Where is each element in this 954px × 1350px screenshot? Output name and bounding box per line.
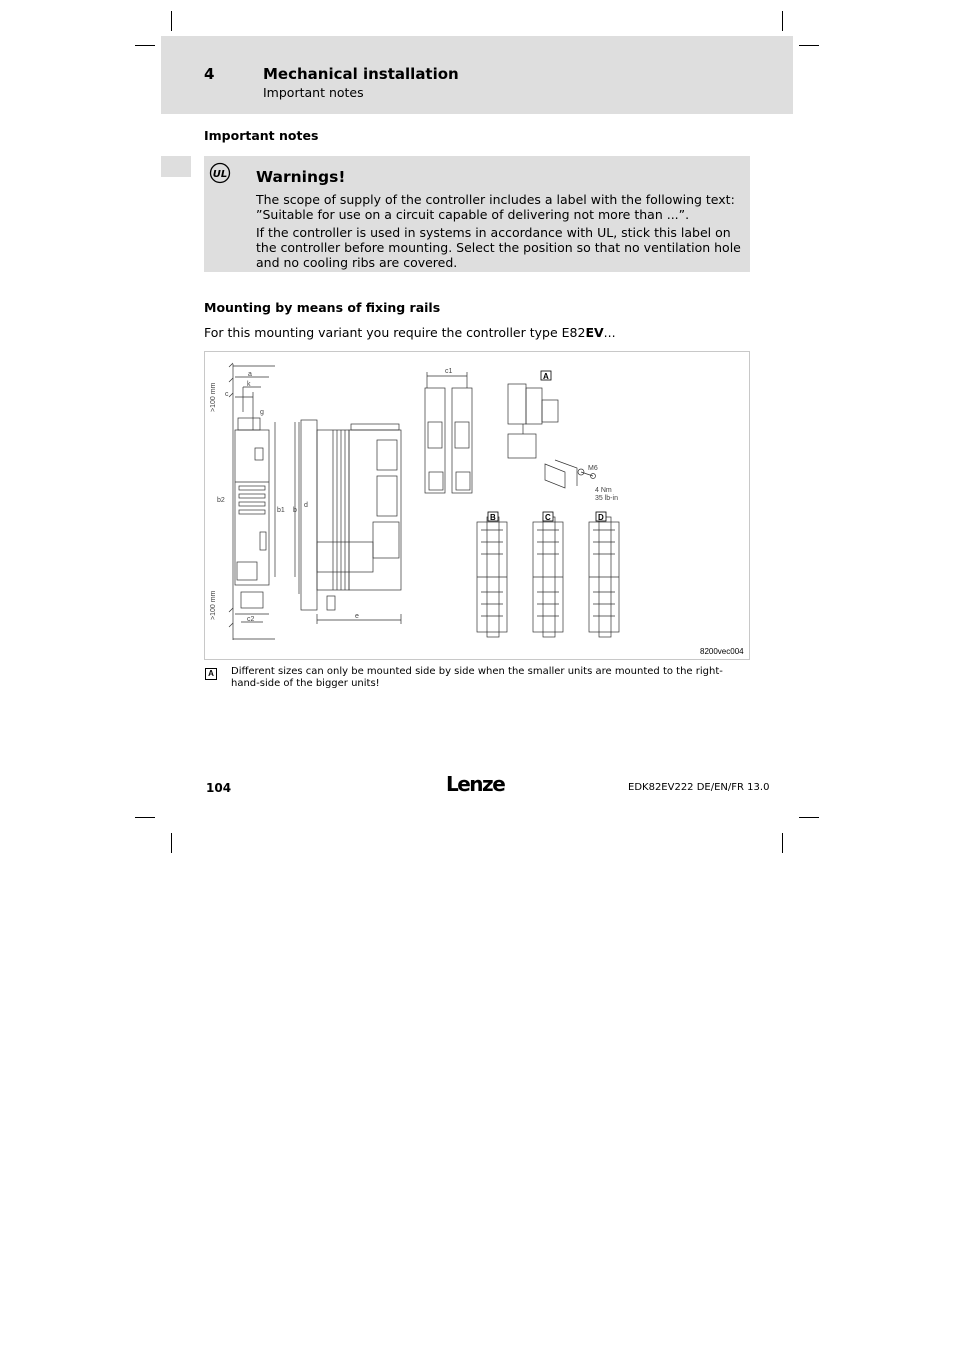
note-letter-box: A xyxy=(205,668,217,680)
figure-box-label-d: D xyxy=(598,513,604,522)
screw-label: M6 xyxy=(588,465,598,472)
dim-label-b1: b1 xyxy=(277,507,285,514)
ul-listed-icon xyxy=(209,162,231,184)
crop-mark xyxy=(171,833,172,853)
dim-label-c: c xyxy=(225,391,229,398)
figure-id: 8200vec004 xyxy=(700,647,744,656)
crop-mark xyxy=(171,11,172,31)
section-heading-important-notes: Important notes xyxy=(204,128,319,143)
dim-label-b2: b2 xyxy=(217,497,225,504)
chapter-number: 4 xyxy=(204,65,215,83)
figure-box-label-a: A xyxy=(543,372,549,381)
dim-label-a: a xyxy=(248,371,252,378)
crop-mark xyxy=(135,817,155,818)
torque-lbin-label: 35 lb-in xyxy=(595,495,618,502)
intro-suffix: ... xyxy=(603,325,616,340)
dim-label-g: g xyxy=(260,409,264,416)
margin-tab-marker xyxy=(161,156,191,177)
warning-paragraph-ul-label: If the controller is used in systems in accordance with UL, stick this label on the controller before mounting. Select the position so that no ventilation hole and no cooling ribs are covered. xyxy=(256,225,741,270)
warning-title: Warnings! xyxy=(256,168,346,186)
torque-nm-label: 4 Nm xyxy=(595,487,612,494)
document-id: EDK82EV222 DE/EN/FR 13.0 xyxy=(628,782,770,793)
dim-label-c2: c2 xyxy=(247,616,255,623)
svg-text:UL: UL xyxy=(212,169,228,180)
intro-bold: EV xyxy=(585,325,604,340)
dim-label-b: b xyxy=(293,507,297,514)
section-heading-fixing-rails: Mounting by means of fixing rails xyxy=(204,300,441,315)
figure-box-label-c: C xyxy=(545,513,551,522)
dim-label-k: k xyxy=(247,381,251,388)
note-text: Different sizes can only be mounted side by side when the smaller units are mounted to the right-hand-side of the bigger units! xyxy=(231,666,723,689)
lenze-logo: Lenze xyxy=(446,772,505,796)
clearance-top-label: >100 mm xyxy=(210,382,217,412)
crop-mark xyxy=(799,817,819,818)
crop-mark xyxy=(782,833,783,853)
page-number: 104 xyxy=(206,781,232,795)
crop-mark xyxy=(799,45,819,46)
warning-paragraph-label-text: The scope of supply of the controller includes a label with the following text: ”Suitable for use on a circuit capable of delivering not more than ...”. xyxy=(256,192,735,222)
mounting-intro xyxy=(204,325,616,340)
figure-box-label-b: B xyxy=(490,513,496,522)
chapter-header-band xyxy=(161,36,793,114)
mounting-drawing xyxy=(205,352,749,659)
dim-label-d: d xyxy=(304,502,308,509)
chapter-subtitle: Important notes xyxy=(263,85,364,100)
dim-label-e: e xyxy=(355,613,359,620)
dim-label-c1: c1 xyxy=(445,368,453,375)
crop-mark xyxy=(135,45,155,46)
chapter-title: Mechanical installation xyxy=(263,65,459,83)
crop-mark xyxy=(782,11,783,31)
clearance-bottom-label: >100 mm xyxy=(210,590,217,620)
intro-prefix: For this mounting variant you require the controller type E82 xyxy=(204,325,586,340)
